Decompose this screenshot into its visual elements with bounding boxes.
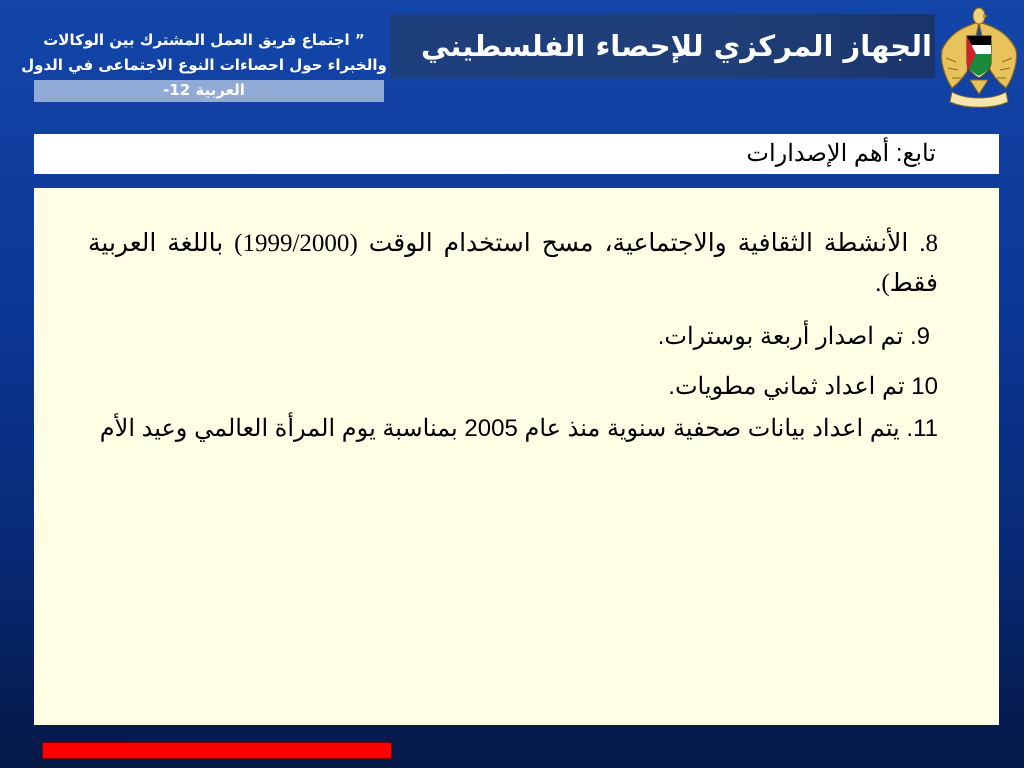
list-item [88, 368, 938, 406]
item-number: 8. [919, 230, 938, 257]
item-number: 11. [906, 415, 938, 442]
list-item [88, 410, 938, 448]
item-text: تم اعداد ثماني مطويات. [668, 373, 905, 400]
item-number: 10 [911, 373, 938, 400]
publications-list [88, 224, 938, 448]
palestine-emblem-icon [936, 2, 1022, 110]
slide-subtitle: تابع: أهم الإصدارات [746, 140, 936, 167]
footer-accent-bar [42, 742, 392, 759]
list-item [88, 318, 938, 356]
organization-title: الجهاز المركزي للإحصاء الفلسطيني [421, 29, 932, 63]
item-text: تم اصدار أربعة بوسترات. [657, 323, 904, 350]
list-item [88, 224, 938, 304]
item-number: 9. [909, 323, 930, 350]
item-text: الأنشطة الثقافية والاجتماعية، مسح استخدام الوقت (1999/2000) باللغة العربية فقط). [88, 230, 938, 297]
meeting-note: ” اجتماع فريق العمل المشترك بين الوكالات والخبراء حول احصاءات النوع الاجتماعى في الدول العربية 12- [21, 31, 387, 99]
item-text: يتم اعداد بيانات صحفية سنوية منذ عام 2005 بمناسبة يوم المرأة العالمي وعيد الأم [99, 415, 900, 442]
